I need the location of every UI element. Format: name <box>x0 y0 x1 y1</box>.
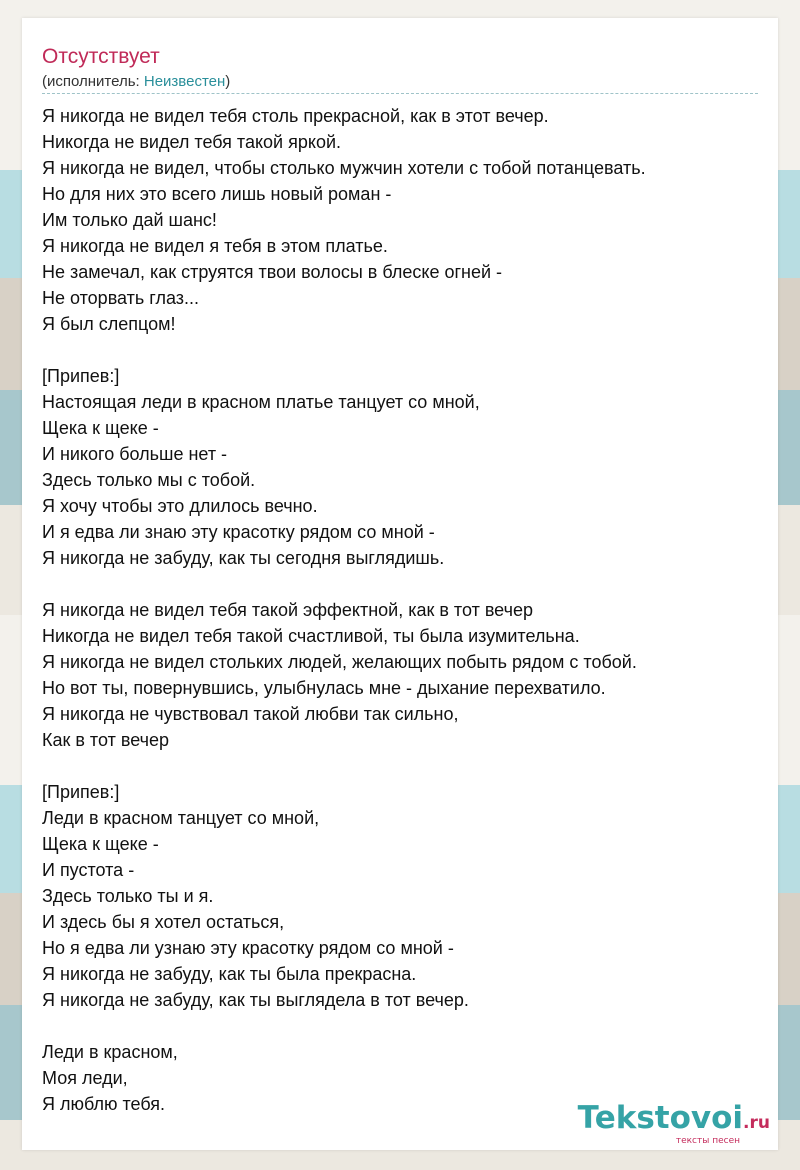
lyric-line: Здесь только ты и я. <box>42 886 214 906</box>
lyric-line: Здесь только мы с тобой. <box>42 470 256 490</box>
lyric-line: И здесь бы я хотел остаться, <box>42 912 285 932</box>
performer-prefix: (исполнитель: <box>42 73 144 90</box>
lyric-line: Как в тот вечер <box>42 730 170 750</box>
performer-suffix: ) <box>225 73 231 90</box>
lyric-line: [Припев:] <box>42 366 120 386</box>
logo-wordmark <box>578 1101 770 1140</box>
logo-name: Tekstovoi <box>577 1100 744 1136</box>
lyric-line: Я был слепцом! <box>42 314 176 334</box>
lyric-line <box>42 1013 758 1039</box>
performer-line <box>42 73 230 91</box>
lyric-line: Я никогда не забуду, как ты сегодня выглядишь. <box>42 548 445 568</box>
lyrics-card <box>22 18 778 1150</box>
lyric-line: Щека к щеке - <box>42 418 159 438</box>
lyric-line: Но для них это всего лишь новый роман - <box>42 184 392 204</box>
lyric-line: Не замечал, как струятся твои волосы в блеске огней - <box>42 262 503 282</box>
lyric-line: Я никогда не видел стольких людей, желающих побыть рядом с тобой. <box>42 652 637 672</box>
title-divider <box>42 93 758 94</box>
logo-tld: .ru <box>743 1113 770 1133</box>
lyric-line: Я никогда не видел я тебя в этом платье. <box>42 236 388 256</box>
lyric-line: Моя леди, <box>42 1068 128 1088</box>
lyric-line: Настоящая леди в красном платье танцует со мной, <box>42 392 480 412</box>
performer-link[interactable]: Неизвестен <box>143 73 226 90</box>
lyric-line <box>42 337 758 363</box>
lyric-line: Леди в красном танцует со мной, <box>42 808 320 828</box>
lyric-line: Я никогда не видел, чтобы столько мужчин хотели с тобой потанцевать. <box>42 158 646 178</box>
lyric-line: Я никогда не забуду, как ты была прекрасна. <box>42 964 417 984</box>
lyric-line <box>42 753 758 779</box>
lyric-line: Я никогда не видел тебя столь прекрасной, как в этот вечер. <box>42 106 549 126</box>
logo-tagline: тексты песен <box>675 1136 740 1146</box>
lyric-line <box>42 571 758 597</box>
lyric-line: Но вот ты, повернувшись, улыбнулась мне - дыхание перехватило. <box>42 678 606 698</box>
lyric-line: Не оторвать глаз... <box>42 288 200 308</box>
lyric-line: Щека к щеке - <box>42 834 159 854</box>
lyric-line: И я едва ли знаю эту красотку рядом со мной - <box>42 522 435 542</box>
lyric-line: И пустота - <box>42 860 135 880</box>
lyric-line: [Припев:] <box>42 782 120 802</box>
lyric-line: Я люблю тебя. <box>42 1094 166 1114</box>
lyric-line: Я хочу чтобы это длилось вечно. <box>42 496 318 516</box>
song-title: Отсутствует <box>42 45 160 68</box>
lyrics-text <box>42 103 758 1117</box>
lyric-line: Леди в красном, <box>42 1042 178 1062</box>
site-logo[interactable] <box>578 1101 770 1146</box>
lyric-line: Им только дай шанс! <box>42 210 217 230</box>
lyric-line: Но я едва ли узнаю эту красотку рядом со мной - <box>42 938 454 958</box>
lyric-line: Никогда не видел тебя такой счастливой, ты была изумительна. <box>42 626 580 646</box>
lyric-line: Я никогда не видел тебя такой эффектной, как в тот вечер <box>42 600 533 620</box>
lyric-line: Никогда не видел тебя такой яркой. <box>42 132 342 152</box>
lyric-line: И никого больше нет - <box>42 444 228 464</box>
lyric-line: Я никогда не чувствовал такой любви так сильно, <box>42 704 459 724</box>
lyric-line: Я никогда не забуду, как ты выглядела в тот вечер. <box>42 990 469 1010</box>
